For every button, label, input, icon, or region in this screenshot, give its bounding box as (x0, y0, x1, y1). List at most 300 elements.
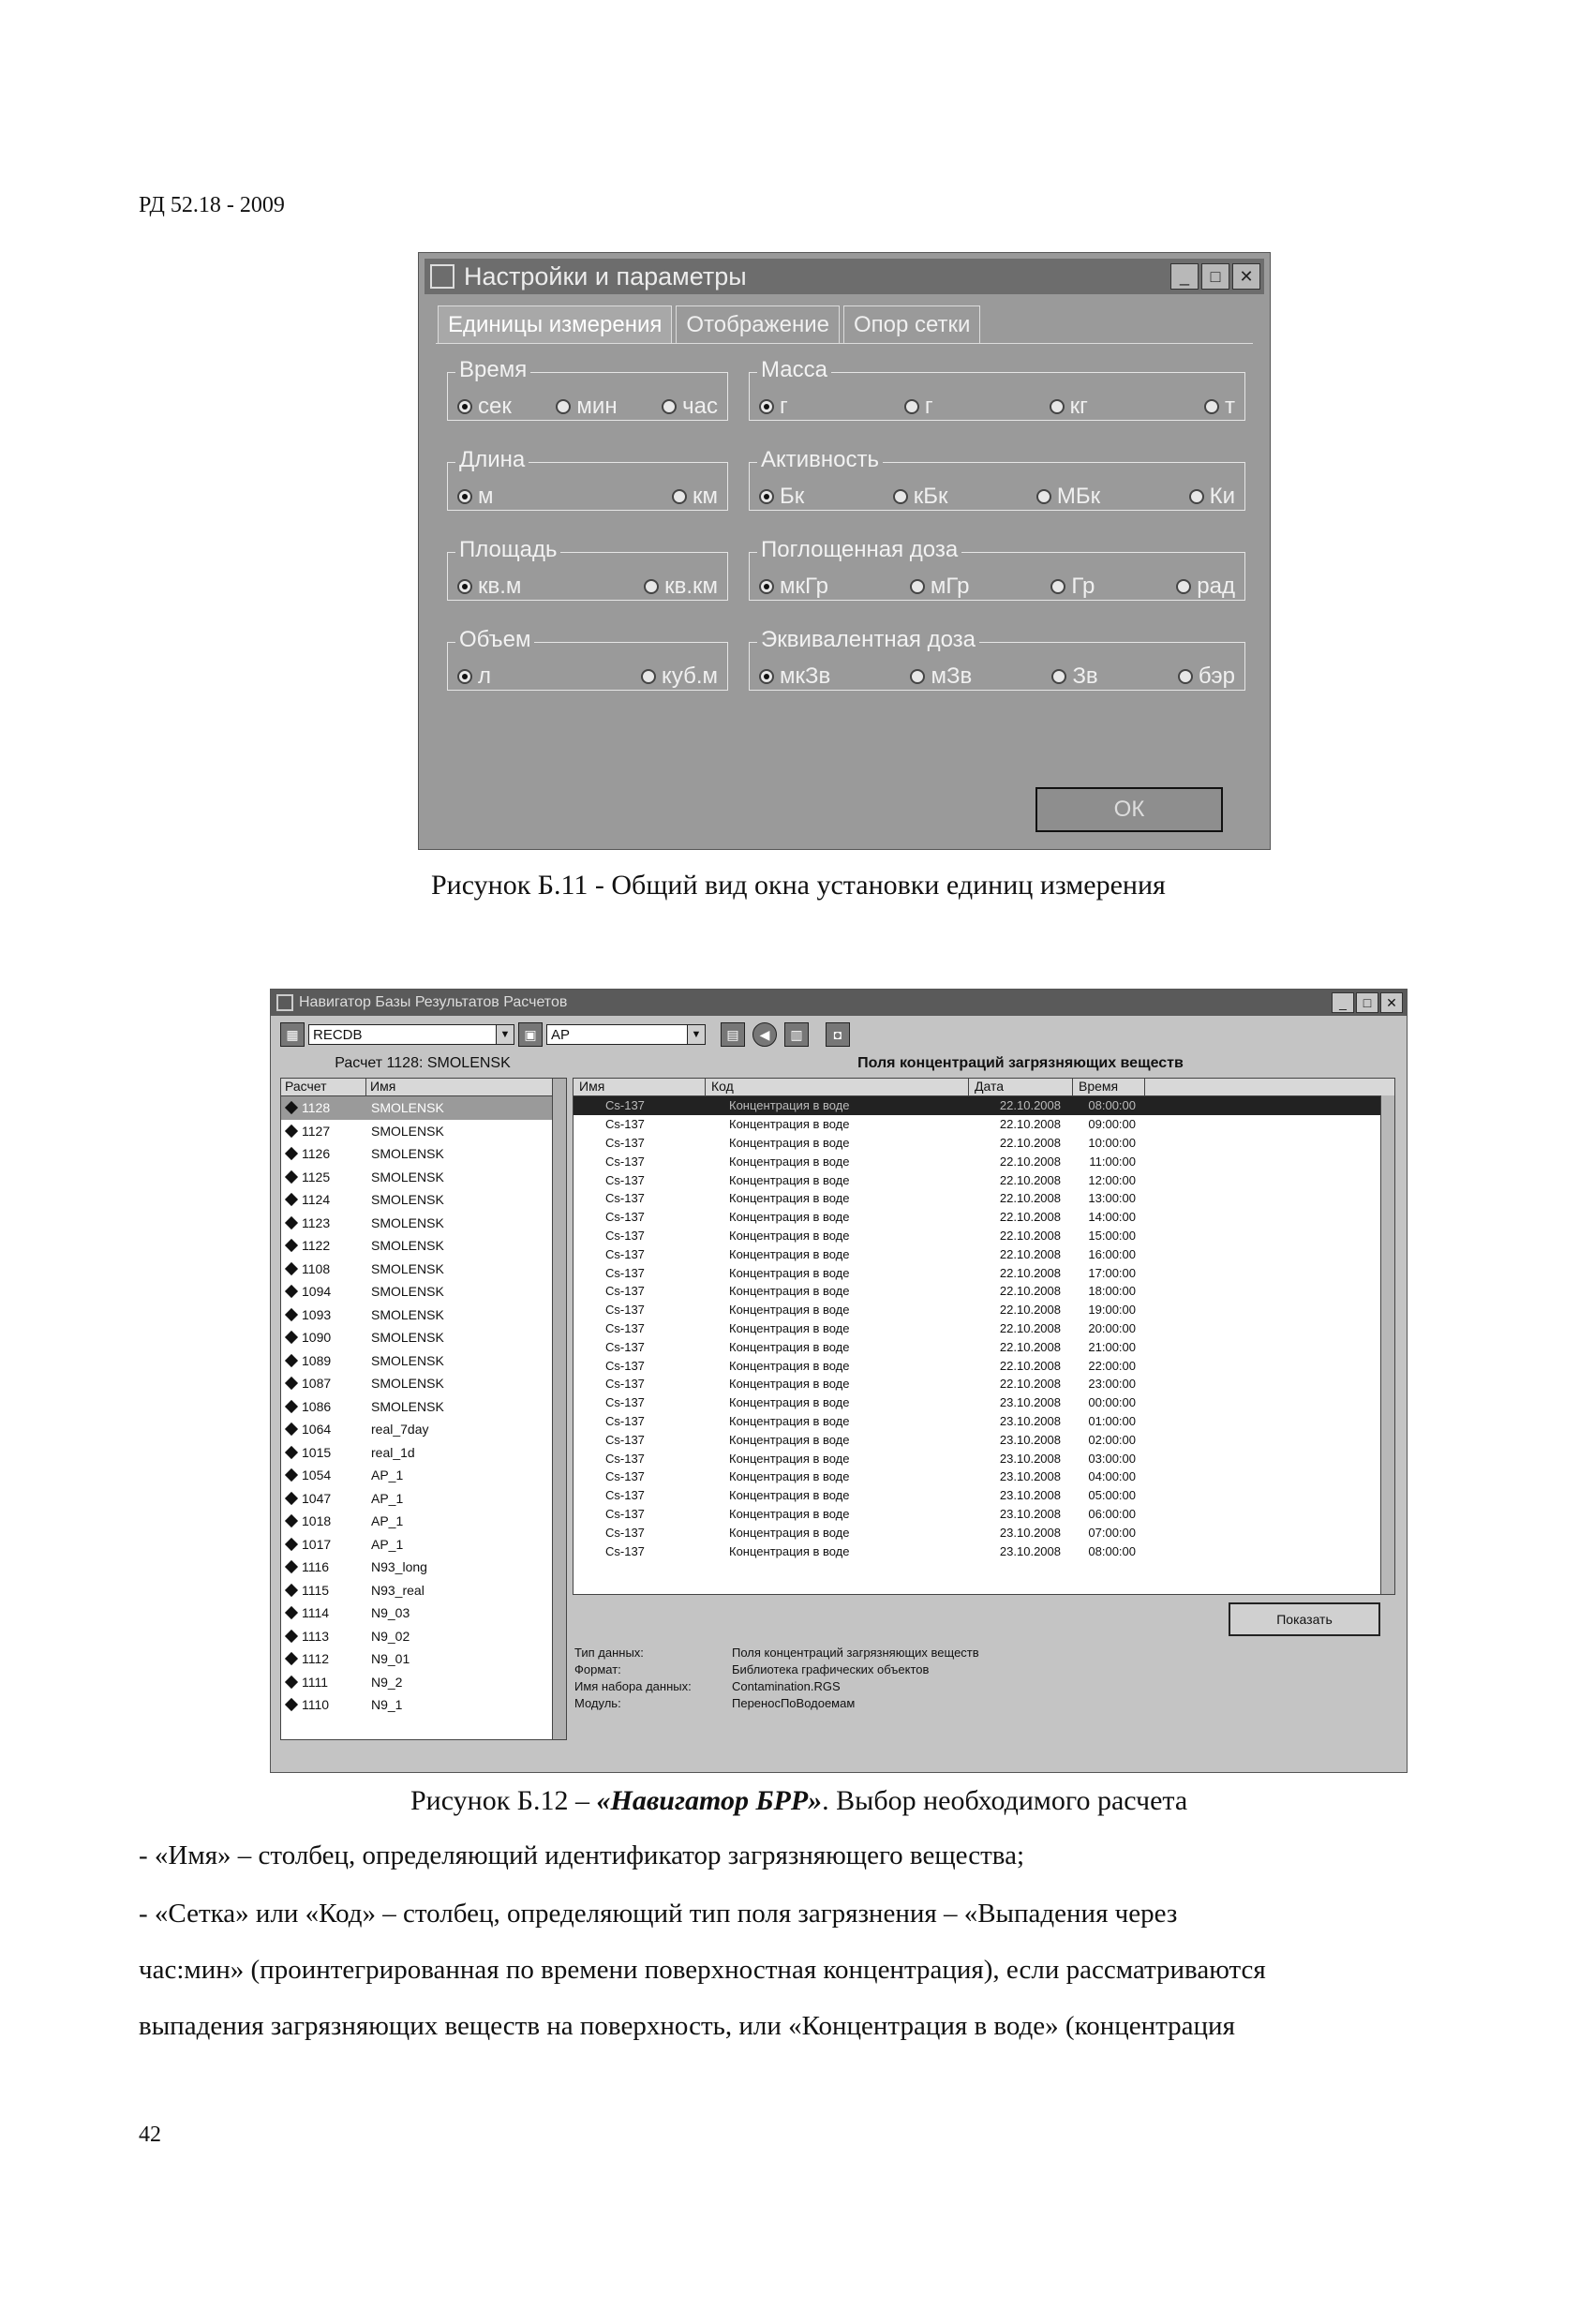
radio-option[interactable] (1036, 484, 1100, 510)
radio-option[interactable] (893, 484, 948, 510)
radio-button[interactable] (759, 399, 774, 414)
run-id: 1093 (302, 1306, 332, 1322)
run-id: 1108 (302, 1260, 331, 1276)
units-tab-panel (436, 343, 1253, 787)
list-item[interactable] (281, 1395, 553, 1419)
field-code: Концентрация в воде (729, 1413, 850, 1428)
table-row[interactable] (574, 1115, 1394, 1134)
radio-option[interactable] (1189, 484, 1235, 510)
run-id: 1015 (302, 1444, 332, 1460)
radio-button[interactable] (1189, 489, 1204, 504)
run-name: SMOLENSK (371, 1260, 444, 1276)
field-code: Концентрация в воде (729, 1284, 850, 1299)
radio-label: г (924, 394, 933, 419)
radio-button[interactable] (1051, 669, 1066, 684)
run-id: 1124 (302, 1192, 331, 1208)
field-code: Концентрация в воде (729, 1525, 850, 1540)
info-value: Поля концентраций загрязняющих веществ (732, 1645, 979, 1660)
table-row[interactable] (574, 1467, 1394, 1486)
dataset-icon[interactable]: ▣ (518, 1022, 543, 1047)
info-key: Имя набора данных: (574, 1678, 692, 1693)
runs-scrollbar[interactable] (552, 1078, 567, 1740)
column-header-name[interactable]: Имя (366, 1079, 553, 1095)
diamond-icon (285, 1239, 298, 1252)
figure-11-caption: Рисунок Б.11 - Общий вид окна установки единиц измерения (431, 870, 1166, 901)
run-name: N9_03 (371, 1605, 410, 1621)
group-title: Масса (757, 357, 831, 383)
field-time: 18:00:00 (1088, 1284, 1136, 1299)
radio-button[interactable] (1050, 399, 1065, 414)
radio-label: Гр (1071, 574, 1095, 599)
chevron-down-icon[interactable]: ▼ (687, 1025, 705, 1044)
radio-button[interactable] (893, 489, 908, 504)
navigator-window (270, 989, 1408, 1773)
column-header-run[interactable]: Расчет (281, 1079, 366, 1095)
diamond-icon (285, 1698, 298, 1711)
field-name: Cs-137 (605, 1488, 645, 1503)
radio-label: м (478, 484, 494, 509)
list-item[interactable] (281, 1556, 553, 1579)
info-key: Формат: (574, 1661, 621, 1676)
field-date: 23.10.2008 (999, 1451, 1061, 1466)
minimize-icon[interactable]: _ (1170, 263, 1199, 290)
radio-option[interactable] (759, 394, 788, 420)
field-code: Концентрация в воде (729, 1154, 850, 1169)
field-time: 02:00:00 (1088, 1432, 1136, 1447)
field-time: 17:00:00 (1088, 1265, 1136, 1280)
diamond-icon (285, 1652, 298, 1665)
window-titlebar (271, 990, 1407, 1016)
info-row (574, 1677, 1380, 1694)
list-item[interactable] (281, 1693, 553, 1717)
radio-option[interactable] (556, 394, 617, 420)
radio-button[interactable] (759, 669, 774, 684)
run-name: SMOLENSK (371, 1214, 444, 1230)
caption-suffix: . Выбор необходимого расчета (822, 1785, 1188, 1816)
field-date: 22.10.2008 (999, 1154, 1061, 1169)
list-item[interactable] (281, 1326, 553, 1349)
radio-button[interactable] (1204, 399, 1219, 414)
field-name: Cs-137 (605, 1320, 645, 1335)
radio-label: кв.м (478, 574, 522, 599)
table-row[interactable] (574, 1393, 1394, 1412)
table-row[interactable] (574, 1282, 1394, 1301)
field-code: Концентрация в воде (729, 1339, 850, 1354)
radio-label: сек (478, 394, 512, 419)
field-time: 11:00:00 (1089, 1154, 1136, 1169)
radio-button[interactable] (457, 579, 472, 594)
field-date: 22.10.2008 (999, 1191, 1061, 1206)
list-item[interactable] (281, 1441, 553, 1465)
info-value: ПереносПоВодоемам (732, 1695, 856, 1710)
field-time: 01:00:00 (1088, 1413, 1136, 1428)
column-header-code[interactable]: Код (706, 1079, 969, 1095)
table-row[interactable] (574, 1301, 1394, 1319)
show-button[interactable]: Показать (1229, 1602, 1380, 1636)
field-date: 22.10.2008 (999, 1210, 1061, 1225)
group-absorbed-dose (749, 537, 1245, 601)
list-item[interactable] (281, 1212, 553, 1235)
run-id: 1064 (302, 1422, 332, 1438)
field-date: 22.10.2008 (999, 1320, 1061, 1335)
run-id: 1089 (302, 1352, 332, 1368)
field-code: Концентрация в воде (729, 1506, 850, 1521)
run-id: 1114 (302, 1605, 330, 1621)
radio-option[interactable] (457, 484, 494, 510)
diamond-icon (285, 1216, 298, 1229)
radio-button[interactable] (910, 669, 925, 684)
fields-scrollbar[interactable] (1380, 1095, 1394, 1594)
paragraph-line: выпадения загрязняющих веществ на поверхность, или «Концентрация в воде» (концентрация (139, 2011, 1235, 2041)
table-row[interactable] (574, 1505, 1394, 1524)
table-row[interactable] (574, 1319, 1394, 1338)
table-row[interactable] (574, 1449, 1394, 1467)
column-header-name[interactable]: Имя (574, 1079, 706, 1095)
table-row[interactable] (574, 1412, 1394, 1431)
tab-display[interactable]: Отображение (676, 305, 840, 344)
field-name: Cs-137 (605, 1525, 645, 1540)
group-title: Длина (455, 447, 529, 473)
diamond-icon (285, 1170, 298, 1184)
table-row[interactable] (574, 1263, 1394, 1282)
app-icon (430, 264, 454, 289)
radio-label: кв.км (664, 574, 718, 599)
info-row (574, 1661, 1380, 1677)
radio-label: мкГр (780, 574, 828, 599)
list-item[interactable] (281, 1533, 553, 1557)
group-title: Объем (455, 627, 534, 653)
table-row[interactable] (574, 1096, 1394, 1115)
field-name: Cs-137 (605, 1154, 645, 1169)
list-item[interactable] (281, 1671, 553, 1694)
radio-button[interactable] (759, 489, 774, 504)
module-select-value: AP (551, 1026, 571, 1043)
field-date: 23.10.2008 (999, 1413, 1061, 1428)
list-item[interactable] (281, 1142, 553, 1166)
radio-label: МБк (1056, 484, 1101, 509)
table-row[interactable] (574, 1356, 1394, 1375)
table-row[interactable] (574, 1523, 1394, 1542)
radio-button[interactable] (641, 669, 656, 684)
tab-units[interactable]: Единицы измерения (438, 305, 672, 344)
field-time: 19:00:00 (1088, 1303, 1136, 1318)
list-item[interactable] (281, 1418, 553, 1441)
radio-option[interactable] (1178, 663, 1235, 690)
run-name: N9_02 (371, 1628, 410, 1644)
run-id: 1127 (302, 1123, 331, 1139)
field-time: 10:00:00 (1088, 1135, 1136, 1150)
table-row[interactable] (574, 1227, 1394, 1245)
field-code: Концентрация в воде (729, 1377, 850, 1392)
radio-label: бэр (1198, 663, 1235, 689)
field-name: Cs-137 (605, 1265, 645, 1280)
radio-label: куб.м (662, 663, 718, 689)
page-number: 42 (139, 2123, 161, 2147)
field-code: Концентрация в воде (729, 1228, 850, 1243)
list-item-name-column: - «Имя» – столбец, определяющий идентификатор загрязняющего вещества; (139, 1840, 1025, 1870)
caption-emphasis: «Навигатор БРР» (596, 1785, 823, 1816)
list-item[interactable] (281, 1464, 553, 1487)
diamond-icon (285, 1630, 298, 1643)
diamond-icon (285, 1584, 298, 1597)
radio-label: мЗв (931, 663, 973, 689)
database-select[interactable] (308, 1024, 514, 1045)
list-item[interactable] (281, 1120, 553, 1143)
radio-option[interactable] (910, 574, 970, 600)
field-name: Cs-137 (605, 1228, 645, 1243)
column-header-time[interactable]: Время (1073, 1079, 1145, 1095)
table-row[interactable] (574, 1337, 1394, 1356)
right-panel-title: Поля концентраций загрязняющих веществ (857, 1055, 1184, 1071)
table-row[interactable] (574, 1208, 1394, 1227)
field-time: 03:00:00 (1088, 1451, 1136, 1466)
field-time: 08:00:00 (1088, 1098, 1136, 1113)
list-item[interactable] (281, 1304, 553, 1327)
radio-label: т (1224, 394, 1235, 419)
radio-label: км (693, 484, 718, 509)
radio-button[interactable] (644, 579, 659, 594)
field-name: Cs-137 (605, 1339, 645, 1354)
diamond-icon (285, 1147, 298, 1160)
field-time: 22:00:00 (1088, 1358, 1136, 1373)
caption-prefix: Рисунок Б.12 – (410, 1785, 597, 1816)
field-code: Концентрация в воде (729, 1543, 850, 1558)
radio-button[interactable] (1176, 579, 1191, 594)
field-date: 22.10.2008 (999, 1135, 1061, 1150)
radio-button[interactable] (457, 489, 472, 504)
field-time: 06:00:00 (1088, 1506, 1136, 1521)
maximize-icon[interactable]: □ (1356, 992, 1378, 1013)
field-time: 04:00:00 (1088, 1469, 1136, 1484)
radio-label: кг (1069, 394, 1088, 419)
run-id: 1086 (302, 1398, 332, 1414)
field-date: 23.10.2008 (999, 1432, 1061, 1447)
list-item[interactable] (281, 1647, 553, 1671)
field-name: Cs-137 (605, 1413, 645, 1428)
radio-option[interactable] (1050, 574, 1095, 600)
diamond-icon (285, 1606, 298, 1619)
radio-button[interactable] (1050, 579, 1065, 594)
list-item[interactable] (281, 1349, 553, 1373)
list-item[interactable] (281, 1234, 553, 1258)
field-name: Cs-137 (605, 1543, 645, 1558)
maximize-icon[interactable]: □ (1201, 263, 1229, 290)
field-name: Cs-137 (605, 1358, 645, 1373)
group-mass (749, 357, 1245, 421)
database-icon[interactable]: ▦ (280, 1022, 305, 1047)
diamond-icon (285, 1468, 298, 1482)
run-id: 1113 (302, 1628, 330, 1644)
table-row[interactable] (574, 1152, 1394, 1170)
diamond-icon (285, 1308, 298, 1321)
radio-button[interactable] (1178, 669, 1193, 684)
list-item[interactable] (281, 1258, 553, 1281)
run-name: SMOLENSK (371, 1306, 444, 1322)
field-time: 08:00:00 (1088, 1543, 1136, 1558)
radio-option[interactable] (759, 484, 804, 510)
run-id: 1094 (302, 1284, 332, 1300)
field-code: Концентрация в воде (729, 1451, 850, 1466)
run-name: SMOLENSK (371, 1238, 444, 1254)
back-arrow-icon[interactable]: ◀ (752, 1022, 777, 1047)
radio-option[interactable] (457, 663, 491, 690)
radio-button[interactable] (1036, 489, 1051, 504)
radio-label: кБк (913, 484, 948, 509)
chevron-down-icon[interactable]: ▼ (496, 1025, 514, 1044)
field-code: Концентрация в воде (729, 1210, 850, 1225)
field-code: Концентрация в воде (729, 1303, 850, 1318)
radio-option[interactable] (910, 663, 972, 690)
field-code: Концентрация в воде (729, 1488, 850, 1503)
run-name: SMOLENSK (371, 1352, 444, 1368)
radio-option[interactable] (904, 394, 933, 420)
print-icon[interactable]: ▥ (784, 1022, 809, 1047)
field-name: Cs-137 (605, 1210, 645, 1225)
field-date: 22.10.2008 (999, 1339, 1061, 1354)
field-name: Cs-137 (605, 1191, 645, 1206)
radio-button[interactable] (662, 399, 677, 414)
radio-option[interactable] (1176, 574, 1235, 600)
table-row[interactable] (574, 1134, 1394, 1153)
document-header: РД 52.18 - 2009 (139, 193, 285, 217)
field-date: 22.10.2008 (999, 1098, 1061, 1113)
radio-option[interactable] (457, 574, 521, 600)
radio-option[interactable] (641, 663, 718, 690)
database-select-value: RECDB (313, 1026, 363, 1043)
run-name: SMOLENSK (371, 1146, 444, 1162)
close-icon[interactable]: ✕ (1232, 263, 1260, 290)
radio-option[interactable] (1204, 394, 1235, 420)
radio-option[interactable] (457, 394, 512, 420)
field-name: Cs-137 (605, 1451, 645, 1466)
list-item[interactable] (281, 1096, 553, 1120)
diamond-icon (285, 1492, 298, 1505)
diamond-icon (285, 1262, 298, 1275)
run-name: N93_long (371, 1559, 427, 1575)
radio-label: г (780, 394, 788, 419)
list-item[interactable] (281, 1625, 553, 1648)
field-code: Концентрация в воде (729, 1469, 850, 1484)
group-title: Эквивалентная доза (757, 627, 979, 653)
field-date: 22.10.2008 (999, 1117, 1061, 1132)
run-name: SMOLENSK (371, 1192, 444, 1208)
field-code: Концентрация в воде (729, 1191, 850, 1206)
radio-button[interactable] (759, 579, 774, 594)
list-item-code-column: - «Сетка» или «Код» – столбец, определяющий тип поля загрязнения – «Выпадения через (139, 1899, 1178, 1929)
diamond-icon (285, 1514, 298, 1527)
table-row[interactable] (574, 1486, 1394, 1505)
field-date: 22.10.2008 (999, 1228, 1061, 1243)
table-row[interactable] (574, 1189, 1394, 1208)
field-name: Cs-137 (605, 1098, 645, 1113)
column-header-date[interactable]: Дата (969, 1079, 1073, 1095)
group-time (447, 357, 728, 421)
run-name: N9_01 (371, 1651, 410, 1667)
list-item[interactable] (281, 1188, 553, 1212)
table-row[interactable] (574, 1375, 1394, 1393)
radio-button[interactable] (910, 579, 925, 594)
diamond-icon (285, 1125, 298, 1138)
list-item[interactable] (281, 1510, 553, 1533)
run-name: SMOLENSK (371, 1284, 444, 1300)
table-row[interactable] (574, 1170, 1394, 1189)
radio-label: л (478, 663, 492, 689)
run-name: N93_real (371, 1582, 425, 1598)
run-name: SMOLENSK (371, 1376, 444, 1392)
field-date: 23.10.2008 (999, 1395, 1061, 1410)
radio-option[interactable] (1050, 394, 1088, 420)
field-name: Cs-137 (605, 1117, 645, 1132)
close-icon[interactable]: ✕ (1380, 992, 1403, 1013)
field-name: Cs-137 (605, 1246, 645, 1261)
list-item[interactable] (281, 1280, 553, 1304)
field-code: Концентрация в воде (729, 1246, 850, 1261)
module-select[interactable] (546, 1024, 706, 1045)
table-row[interactable] (574, 1244, 1394, 1263)
toolbar (271, 1018, 1407, 1051)
run-name: AP_1 (371, 1490, 404, 1506)
radio-option[interactable] (662, 394, 718, 420)
dataset-info (574, 1644, 1380, 1711)
run-id: 1017 (302, 1536, 332, 1552)
table-row[interactable] (574, 1430, 1394, 1449)
run-name: AP_1 (371, 1467, 404, 1483)
run-id: 1116 (302, 1559, 330, 1575)
table-row[interactable] (574, 1542, 1394, 1560)
radio-option[interactable] (672, 484, 718, 510)
radio-label: мин (576, 394, 618, 419)
radio-option[interactable] (644, 574, 718, 600)
camera-icon[interactable]: ◘ (826, 1022, 850, 1047)
runs-list (280, 1078, 554, 1740)
radio-button[interactable] (904, 399, 919, 414)
list-item[interactable] (281, 1601, 553, 1625)
radio-option[interactable] (759, 574, 828, 600)
field-time: 14:00:00 (1088, 1210, 1136, 1225)
field-date: 22.10.2008 (999, 1246, 1061, 1261)
field-code: Концентрация в воде (729, 1265, 850, 1280)
radio-button[interactable] (457, 399, 472, 414)
field-name: Cs-137 (605, 1135, 645, 1150)
list-item[interactable] (281, 1579, 553, 1602)
field-time: 16:00:00 (1088, 1246, 1136, 1261)
radio-button[interactable] (672, 489, 687, 504)
radio-button[interactable] (556, 399, 571, 414)
field-code: Концентрация в воде (729, 1098, 850, 1113)
diamond-icon (285, 1285, 298, 1298)
info-row (574, 1694, 1380, 1711)
ok-button[interactable]: ОК (1035, 787, 1223, 832)
minimize-icon[interactable]: _ (1332, 992, 1354, 1013)
list-item[interactable] (281, 1372, 553, 1395)
radio-button[interactable] (457, 669, 472, 684)
info-row (574, 1644, 1380, 1661)
run-id: 1122 (302, 1238, 331, 1254)
field-date: 22.10.2008 (999, 1358, 1061, 1373)
tab-grid[interactable]: Опор сетки (843, 305, 980, 344)
radio-label: Зв (1072, 663, 1098, 689)
list-item[interactable] (281, 1487, 553, 1511)
fields-table-header (574, 1079, 1394, 1096)
list-item[interactable] (281, 1166, 553, 1189)
run-id: 1087 (302, 1376, 332, 1392)
radio-option[interactable] (759, 663, 830, 690)
field-code: Концентрация в воде (729, 1395, 850, 1410)
run-id: 1047 (302, 1490, 332, 1506)
document-icon[interactable]: ▤ (721, 1022, 745, 1047)
radio-option[interactable] (1051, 663, 1097, 690)
run-id: 1112 (302, 1651, 330, 1667)
